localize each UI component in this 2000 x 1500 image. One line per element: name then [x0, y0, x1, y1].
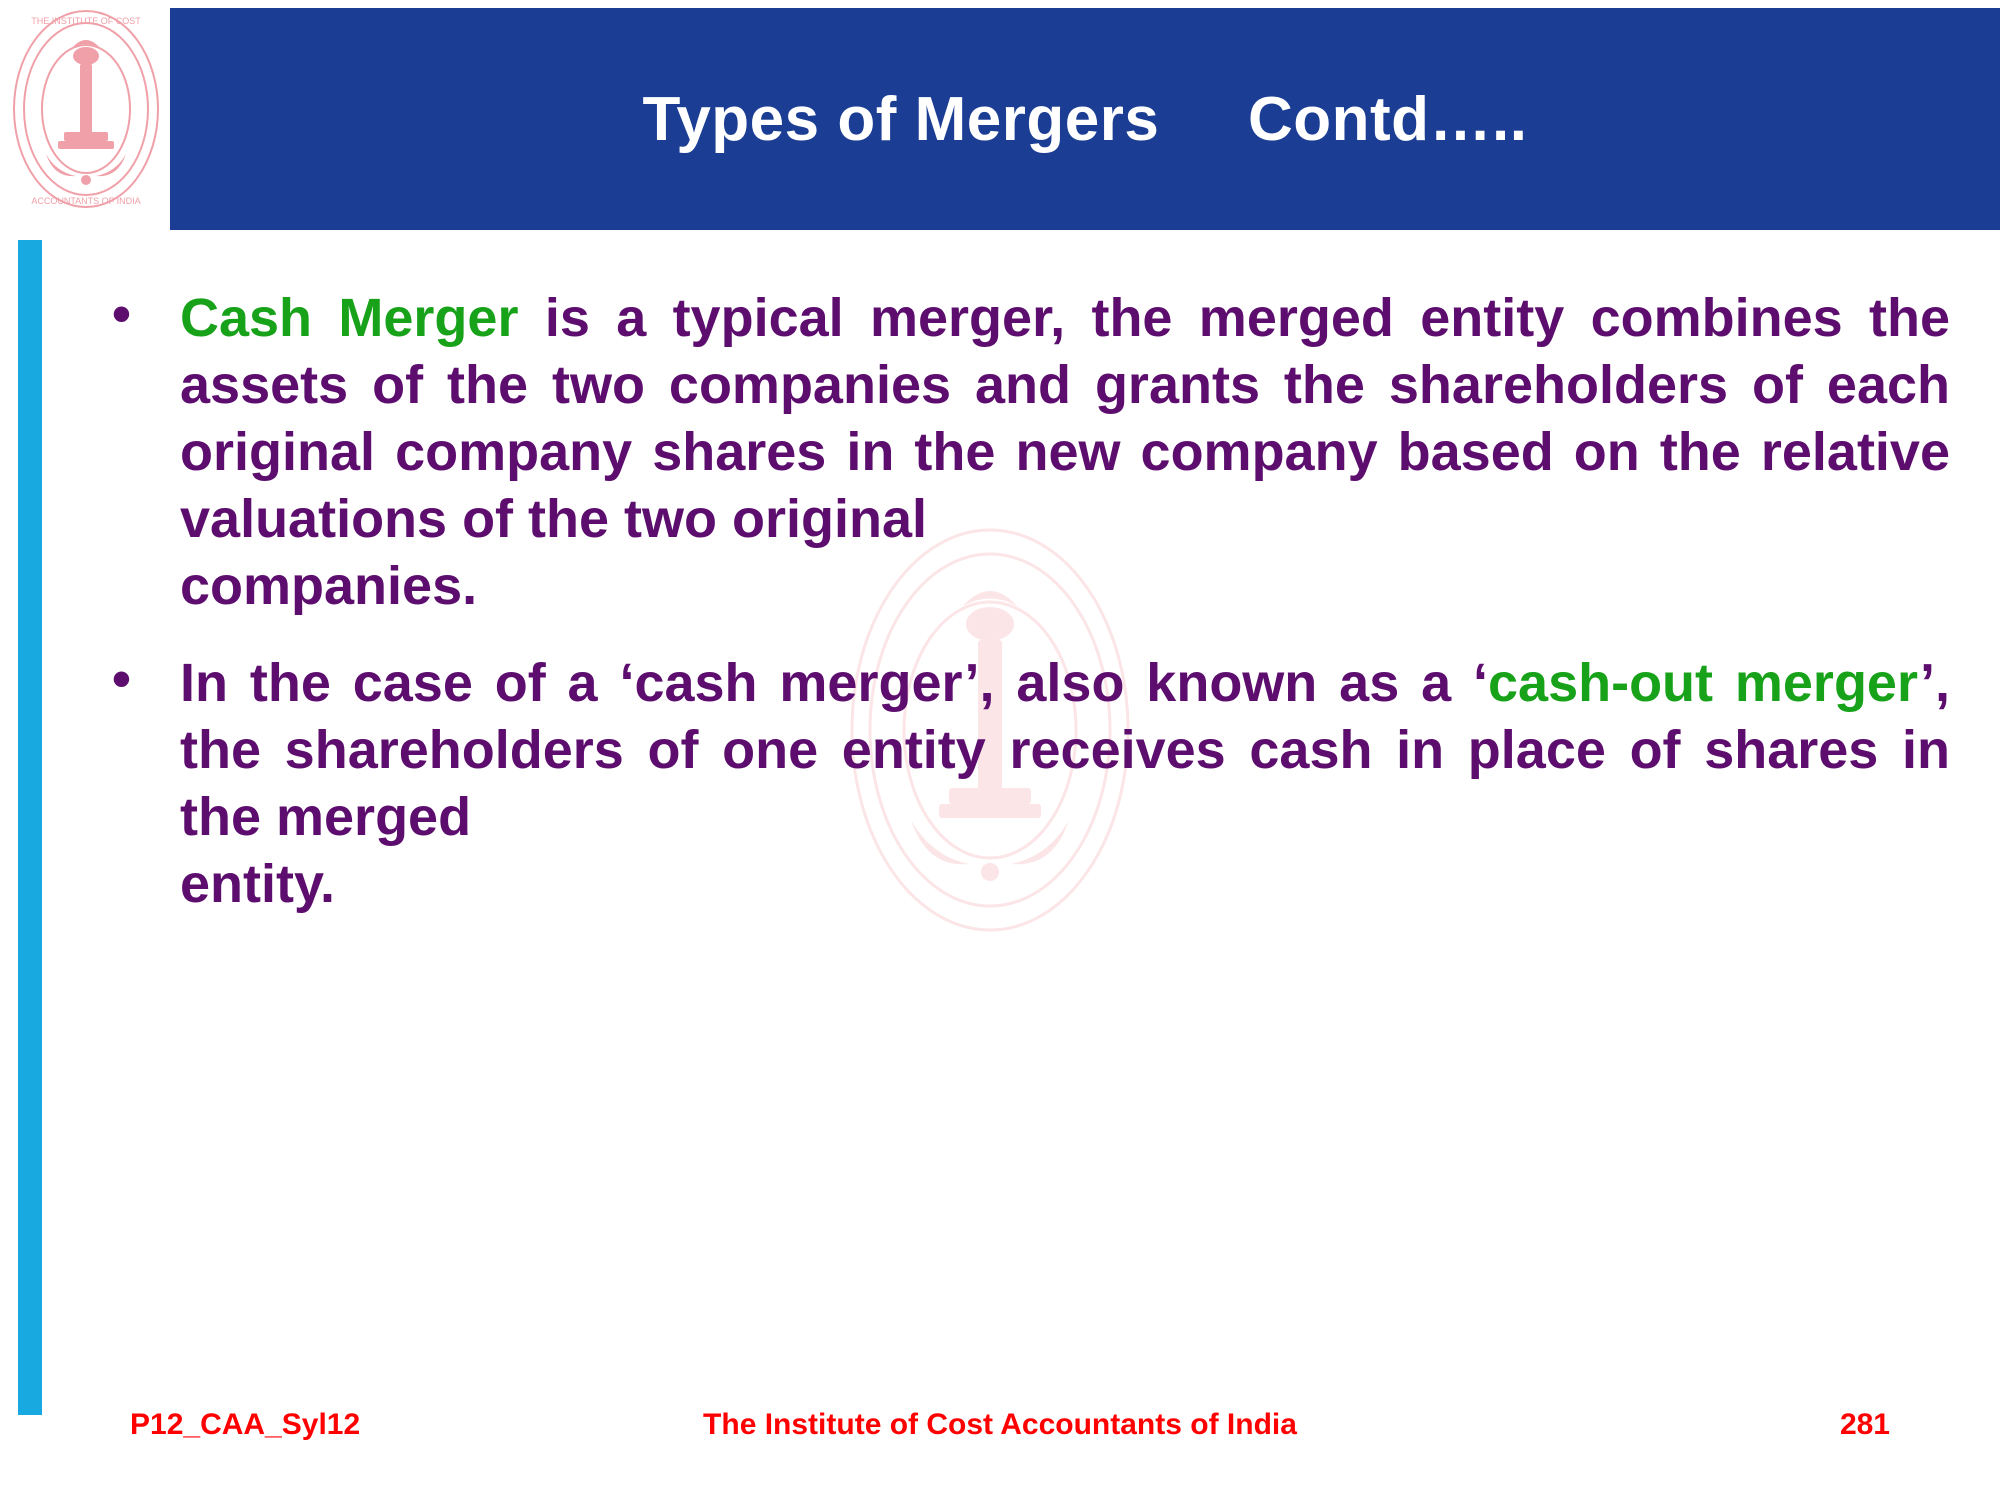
slide-header: [170, 8, 2000, 230]
bullet-list: [90, 285, 1950, 918]
bullet-2-highlight: cash-out merger: [1488, 652, 1920, 713]
list-item: [90, 650, 1950, 918]
slide-footer: [0, 1408, 2000, 1468]
slide-body: [90, 285, 1950, 948]
institute-logo: [6, 4, 166, 226]
bullet-1-text: is a typical merger, the merged entity combines the assets of the two companies and grants the shareholders of each original company shares in the new company based on the relative valuations of the two original: [180, 288, 1950, 549]
svg-text:THE INSTITUTE OF COST: THE INSTITUTE OF COST: [31, 16, 141, 26]
bullet-1-highlight: Cash Merger: [180, 288, 519, 348]
page-title: Types of Mergers Contd…..: [642, 84, 1528, 154]
list-item: [90, 285, 1950, 620]
bullet-1-last-line: companies.: [180, 555, 478, 616]
svg-text:ACCOUNTANTS OF INDIA: ACCOUNTANTS OF INDIA: [31, 196, 141, 206]
left-accent-bar: [18, 240, 42, 1415]
footer-page-number: 281: [1839, 1408, 1890, 1441]
footer-institute-name: The Institute of Cost Accountants of India: [703, 1408, 1297, 1441]
bullet-2-lead: In the case of a ‘cash merger’, also known as a ‘: [180, 652, 1488, 713]
bullet-2-text: ’, the shareholders of one entity receives cash in place of shares in the merged: [180, 652, 1950, 847]
footer-syllabus-code: P12_CAA_Syl12: [130, 1408, 361, 1441]
bullet-2-last-line: entity.: [180, 853, 336, 914]
